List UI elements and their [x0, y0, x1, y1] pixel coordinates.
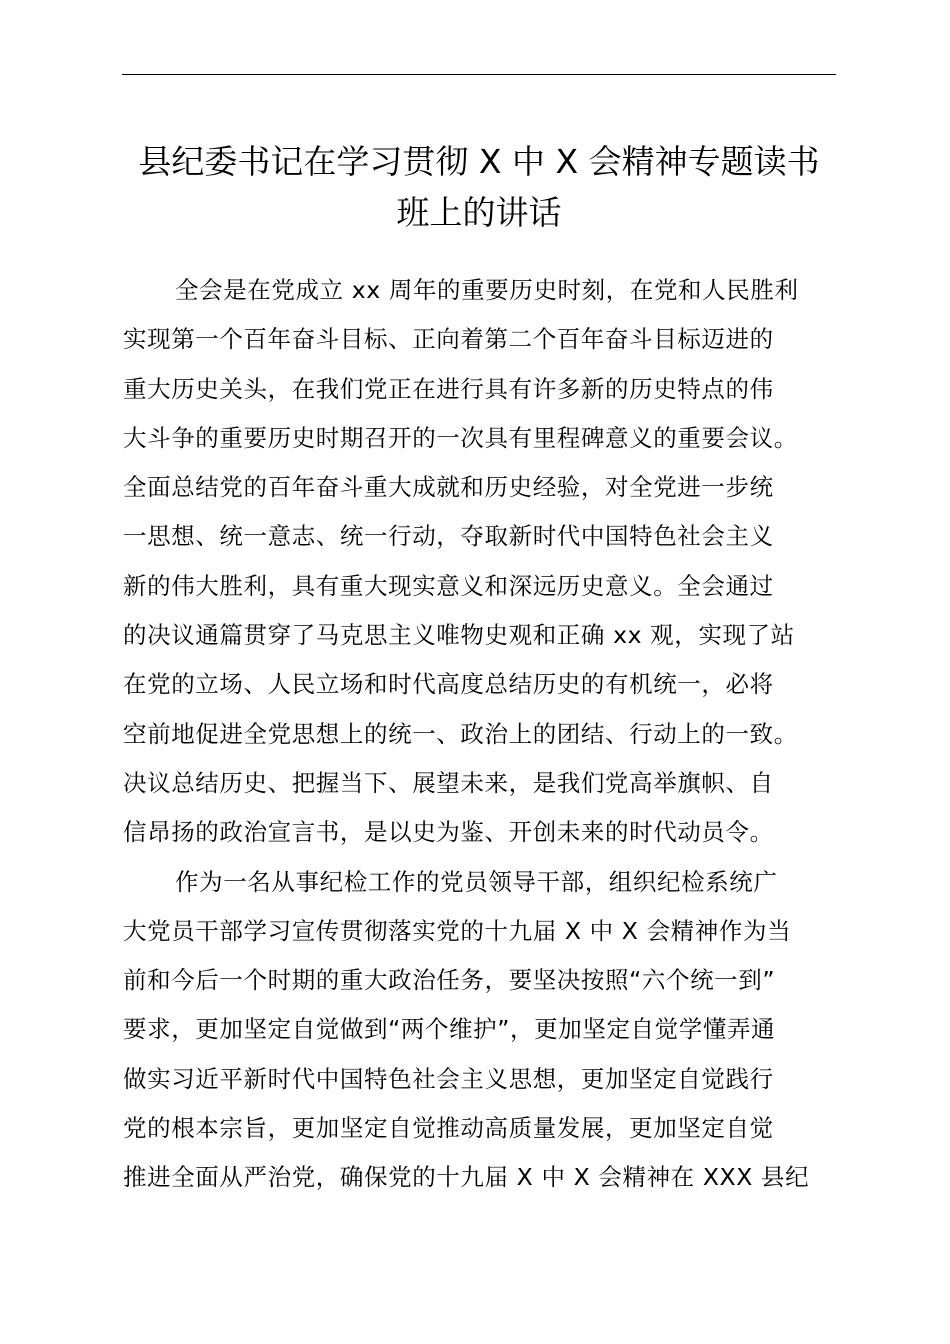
paragraph-2 [123, 858, 838, 1203]
paragraph-line: 空前地促进全党思想上的统一、政治上的团结、行动上的一致。 [123, 719, 798, 748]
paragraph-line: 重大历史关头，在我们党正在进行具有许多新的历史特点的伟 [123, 374, 774, 403]
title-line: 县纪委书记在学习贯彻 X 中 X 会精神专题读书 [138, 142, 820, 181]
title-line: 班上的讲话 [396, 193, 562, 232]
paragraph-line: 决议总结历史、把握当下、展望未来，是我们党高举旗帜、自 [123, 768, 774, 797]
paragraph-line: 新的伟大胜利，具有重大现实意义和深远历史意义。全会通过 [123, 571, 774, 600]
paragraph-line: 在党的立场、人民立场和时代高度总结历史的有机统一，必将 [123, 670, 774, 699]
paragraph-line: 作为一名从事纪检工作的党员领导干部，组织纪检系统广 [175, 867, 778, 896]
paragraph-line: 前和今后一个时期的重大政治任务，要坚决按照“六个统一到” [123, 966, 776, 995]
paragraph-line: 一思想、统一意志、统一行动，夺取新时代中国特色社会主义 [123, 522, 774, 551]
paragraph-1 [123, 266, 838, 858]
paragraph-line: 推进全面从严治党，确保党的十九届 X 中 X 会精神在 XXX 县纪 [123, 1163, 810, 1192]
paragraph-line: 大党员干部学习宣传贯彻落实党的十九届 X 中 X 会精神作为当 [123, 916, 792, 945]
paragraph-line: 信昂扬的政治宣言书，是以史为鉴、开创未来的时代动员令。 [123, 818, 774, 847]
header-rule [122, 74, 836, 75]
paragraph-line: 全会是在党成立 xx 周年的重要历史时刻，在党和人民胜利 [175, 276, 799, 304]
document-title [110, 136, 848, 238]
paragraph-line: 实现第一个百年奋斗目标、正向着第二个百年奋斗目标迈进的 [123, 325, 774, 354]
paragraph-line: 要求，更加坚定自觉做到“两个维护”，更加坚定自觉学懂弄通 [123, 1015, 776, 1044]
document-body [123, 266, 838, 1203]
paragraph-line: 的决议通篇贯穿了马克思主义唯物史观和正确 xx 观，实现了站 [123, 621, 795, 650]
paragraph-line: 全面总结党的百年奋斗重大成就和历史经验，对全党进一步统 [123, 473, 774, 502]
paragraph-line: 党的根本宗旨，更加坚定自觉推动高质量发展，更加坚定自觉 [123, 1114, 774, 1143]
paragraph-line: 大斗争的重要历史时期召开的一次具有里程碑意义的重要会议。 [123, 423, 798, 452]
paragraph-line: 做实习近平新时代中国特色社会主义思想，更加坚定自觉践行 [123, 1064, 774, 1093]
